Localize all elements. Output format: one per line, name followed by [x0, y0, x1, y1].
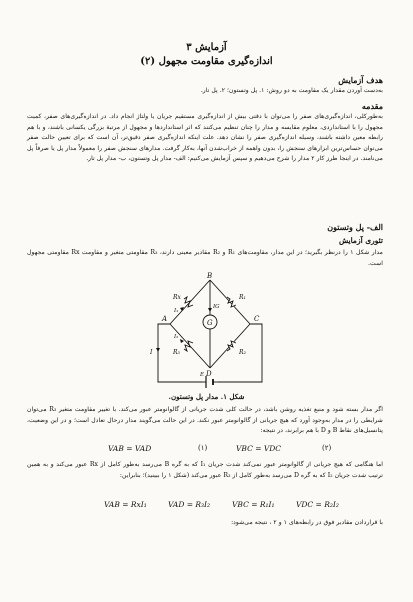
- equation-3d: VDC = R₂I₂: [296, 500, 339, 509]
- equation-3b: VAD = R₃I₂: [168, 500, 211, 509]
- equation-1: VAB = VAD: [108, 444, 152, 453]
- wheatstone-bridge-diagram: [140, 272, 280, 390]
- label-r3: R₃: [173, 349, 180, 356]
- equation-1-number: (۱): [198, 444, 208, 452]
- resistor-r1: [227, 297, 236, 307]
- label-r1: R₁: [239, 294, 246, 301]
- figure-caption: شکل ۱. مدار پل وتستون.: [168, 392, 245, 401]
- node-label-a: A: [162, 315, 168, 323]
- equation-2: VBC = VDC: [236, 444, 282, 453]
- theory-text: مدار شکل ۱ را درنظر بگیرید؛ در این مدار، مقاومت‌های R₁ و R₂ مقادیر معینی دارند، R₃ مقاومتی متغیر و مقاومت Rx مقاومتی مجهول است.: [27, 249, 383, 267]
- label-i1: I₁: [174, 308, 179, 314]
- arrow-i: [156, 348, 160, 352]
- experiment-title: اندازه‌گیری مقاومت مجهول (۲): [140, 56, 273, 67]
- resistor-r2: [227, 341, 236, 351]
- equation-2-number: (۲): [322, 444, 332, 452]
- intro-text: به‌طورکلی، اندازه‌گیری‌های صفر را می‌توان با دقتی بیش از اندازه‌گیری مستقیم جریان یا ولتاژ انجام داد. در اندازه‌گیری‌های صفر، کمیت مجهول را با استانداردی، معلوم مقایسه و مدار را چنان تنظیم می‌کنند که اثر استانداردها و مجهول از مرتبهٔ بزرگی یکسانی باشند، و با هم رابطه معین داشته باشند، وسیله اندازه‌گیری صفر را نشان دهد. علت اینکه اندازه‌گیری صفر دقیق‌تر، آن است که برای تعیین حالت صفر می‌توان حساس‌ترین ابزارهای سنجش را، بدون واهمه از خراب‌شدن آنها، به‌کار گرفت. مدارهای سنجش صفر را معمولاً مدار پل یا صرفاً پل می‌نامند. در اینجا طرز کار ۲ مدار را شرح می‌دهیم و سپس آزمایش می‌کنیم: الف- مدار پل وتستون، ب- مدار پل تار.: [27, 113, 383, 162]
- label-ig: IG: [213, 304, 220, 310]
- closing-line: با قراردادن مقادیر فوق در رابطه‌های ۱ و ۲ ، نتیجه می‌شود:: [231, 519, 383, 526]
- goal-heading: هدف آزمایش: [338, 75, 383, 85]
- node-label-b: B: [207, 272, 213, 280]
- experiment-number: آزمایش ۳: [186, 42, 227, 53]
- galvanometer-label: G: [207, 319, 213, 327]
- wire-a-source: [158, 324, 205, 382]
- theory-heading: تئوری آزمایش: [339, 236, 383, 245]
- balance-paragraph: اگر مدار بسته شود و منبع تغذیه روشن باشد، در حالت کلی شدت جریانی از گالوانومتر عبور می‌کند. با تغییر مقاومت متغیر R₃ می‌توان شرایطی را در مدار به‌وجود آورد که هیچ جریانی از گالوانومتر عبور نکند. در این حالت می‌گویند مدار درحال تعادل است؛ و در این وضعیت، پتانسیل‌های نقاط B و D با هم برابرند، در نتیجه:: [27, 406, 383, 434]
- resistor-rx: [184, 297, 193, 307]
- part-a-heading: الف- پل وتستون: [327, 222, 383, 232]
- arrow-ig: [208, 308, 212, 312]
- node-label-d: D: [206, 370, 212, 378]
- current-paragraph: اما هنگامی که هیچ جریانی از گالوانومتر عبور نمی‌کند شدت جریان I₁ که به گره B می‌رسد به‌طور کامل از Rx عبور می‌کند و به همین ترتیب شدت جریان I₂ که به گره D می‌رسد به‌طور کامل از R₃ عبور می‌کند (شکل ۱ را ببینید)؛ بنابراین:: [27, 461, 383, 479]
- label-rx: Rx: [173, 294, 181, 301]
- label-i: I: [150, 349, 153, 356]
- goal-text: به‌دست آوردن مقدار یک مقاومت به دو روش: ۱. پل وتستون؛ ۲. پل تار.: [200, 87, 383, 94]
- label-i2: I₂: [174, 334, 179, 340]
- equation-3a: VAB = RxI₁: [104, 500, 147, 509]
- resistor-r3: [184, 341, 193, 351]
- arrow-i2: [180, 339, 184, 343]
- label-r2: R₂: [239, 349, 246, 356]
- equation-3c: VBC = R₁I₁: [232, 500, 275, 509]
- label-e: E: [200, 372, 205, 378]
- intro-heading: مقدمه: [361, 101, 383, 111]
- node-label-c: C: [254, 315, 260, 323]
